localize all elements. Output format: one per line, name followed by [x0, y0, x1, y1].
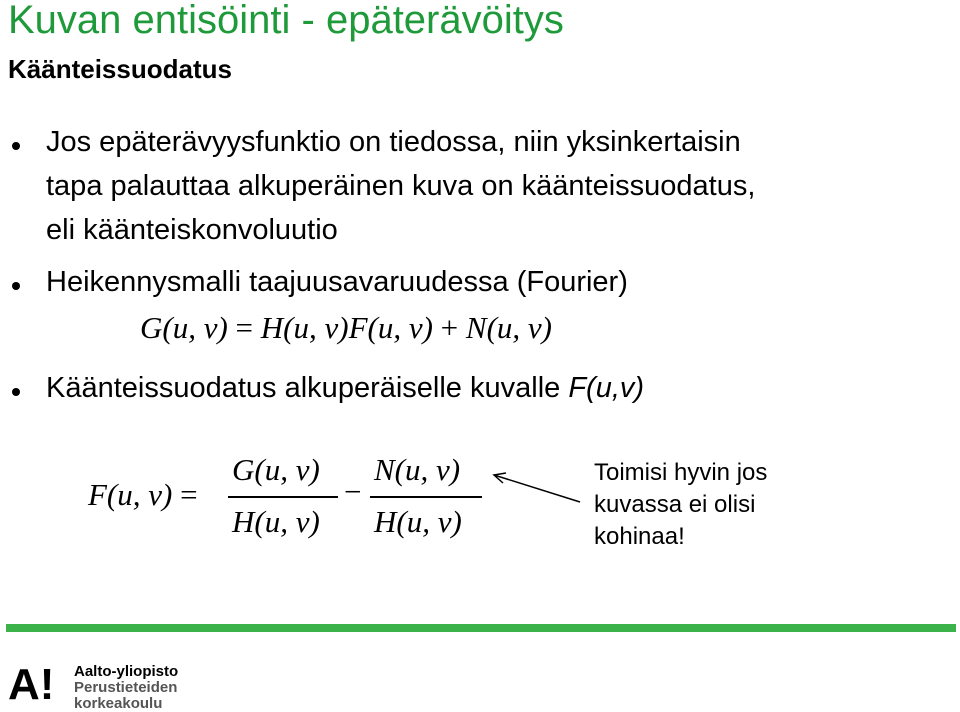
bullet-3-italic: F(u,v) [568, 372, 645, 404]
bullet-dot [12, 142, 20, 150]
bullet-dot [12, 282, 20, 290]
inverse-filter-lhs [88, 477, 198, 513]
note-line-2: kuvassa ei olisi [594, 491, 756, 518]
aalto-logo-text [74, 664, 178, 712]
equation2-denominator-1: H(u, v) [232, 504, 320, 539]
aalto-logo-mark: A! [8, 660, 55, 709]
equation2-numerator-1: G(u, v) [232, 452, 320, 487]
equation1-equals: = [235, 310, 254, 345]
equation1-plus: + [440, 310, 459, 345]
equation2-numerator-2: N(u, v) [374, 452, 461, 487]
bullet-dot [12, 388, 20, 396]
bullet-3-line-1 [46, 366, 644, 410]
bullet-1-line-3: eli käänteiskonvoluutio [46, 214, 338, 246]
bullet-2-line-1: Heikennysmalli taajuusavaruudessa (Fourier) [46, 266, 628, 298]
note-line-1: Toimisi hyvin jos [594, 459, 768, 486]
equation2-lhs: F(u, v) [88, 477, 173, 512]
bullet-1-line-1: Jos epäterävyysfunktio on tiedossa, niin yksinkertaisin [46, 126, 741, 158]
fraction-bar-2 [370, 496, 482, 498]
bullet-3-text: Käänteissuodatus alkuperäiselle kuvalle [46, 372, 569, 404]
footer-divider [6, 624, 956, 632]
logo-line-2: Perustieteiden [74, 679, 178, 696]
equation2-denominator-2: H(u, v) [374, 504, 462, 539]
slide-subtitle: Käänteissuodatus [8, 54, 232, 84]
equation1-rhs-a: H(u, v)F(u, v) [260, 310, 433, 345]
equation2-minus: − [344, 474, 362, 509]
note-text [594, 457, 767, 553]
logo-line-1: Aalto-yliopisto [74, 663, 179, 680]
degradation-equation [140, 310, 552, 346]
slide-title: Kuvan entisöinti - epäterävöitys [8, 0, 564, 42]
equation2-equals: = [180, 477, 198, 512]
note-line-3: kohinaa! [594, 523, 685, 550]
equation1-rhs-b: N(u, v) [465, 310, 552, 345]
logo-line-3: korkeakoulu [74, 695, 163, 712]
equation1-lhs: G(u, v) [140, 310, 228, 345]
bullet-1-line-2: tapa palauttaa alkuperäinen kuva on käänteissuodatus, [46, 170, 756, 202]
fraction-bar-1 [228, 496, 338, 498]
arrow-icon [486, 470, 586, 510]
